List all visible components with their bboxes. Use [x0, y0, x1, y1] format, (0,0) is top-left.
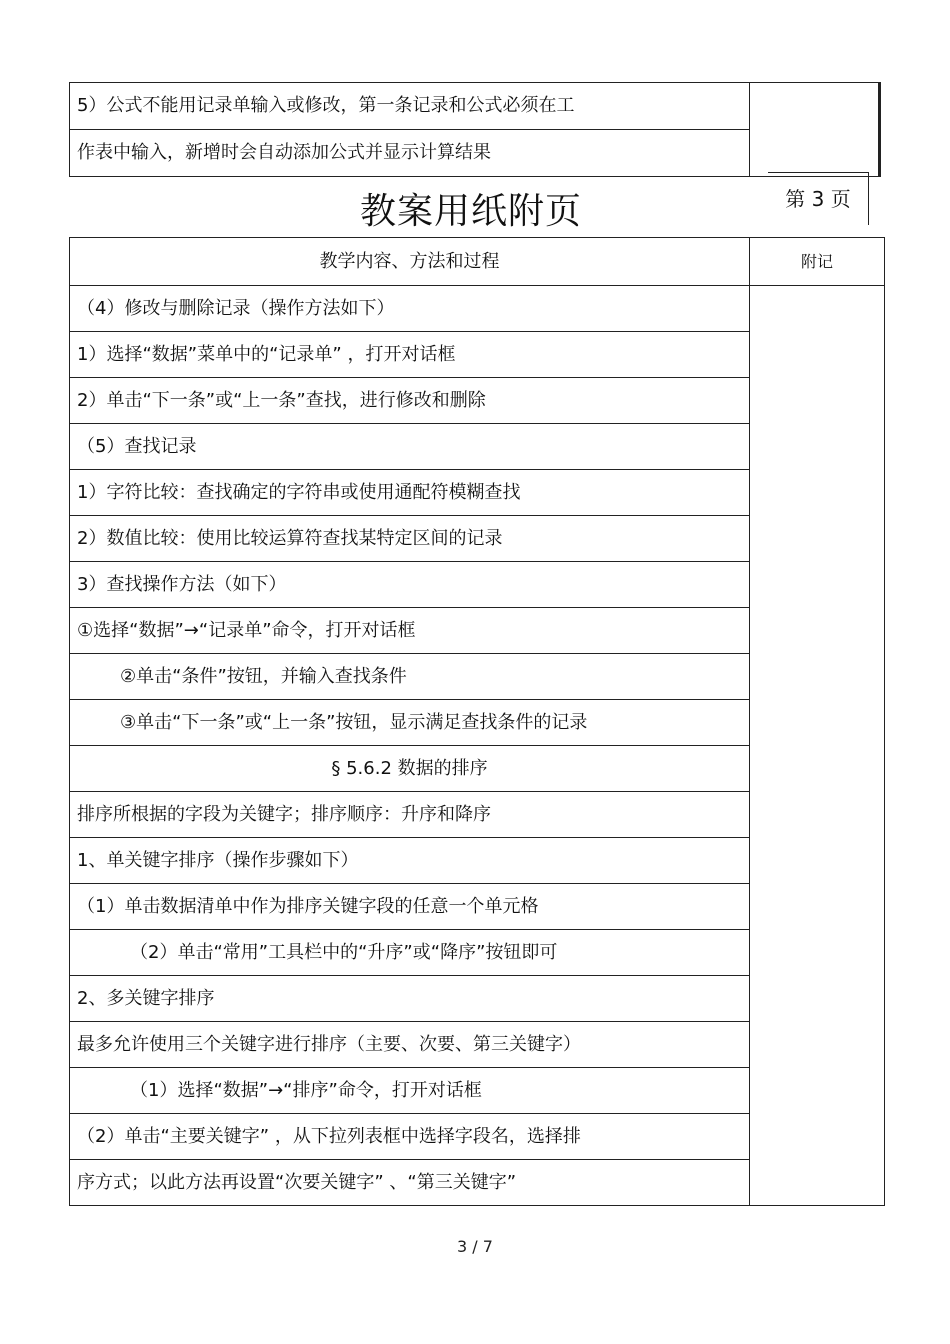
content-row: （4）修改与删除记录（操作方法如下）	[70, 286, 750, 332]
page-footer: 3 / 7	[457, 1237, 493, 1256]
section-heading: § 5.6.2 数据的排序	[70, 746, 750, 792]
content-row: ②单击“条件”按钮，并输入查找条件	[70, 654, 750, 700]
top-continuation-table	[69, 82, 881, 177]
content-row: （2）单击“常用”工具栏中的“升序”或“降序”按钮即可	[70, 930, 750, 976]
content-row: ③单击“下一条”或“上一条”按钮，显示满足查找条件的记录	[70, 700, 750, 746]
content-row: （5）查找记录	[70, 424, 750, 470]
top-note-cell	[750, 83, 880, 177]
top-row-1: 5）公式不能用记录单输入或修改，第一条记录和公式必须在工	[70, 83, 750, 130]
content-row: （1）选择“数据”→“排序”命令，打开对话框	[70, 1068, 750, 1114]
header-note: 附记	[750, 238, 885, 286]
content-row: 1、单关键字排序（操作步骤如下）	[70, 838, 750, 884]
content-row: （1）单击数据清单中作为排序关键字段的任意一个单元格	[70, 884, 750, 930]
content-row: 最多允许使用三个关键字进行排序（主要、次要、第三关键字）	[70, 1022, 750, 1068]
note-column	[750, 286, 885, 1206]
content-row: 2）单击“下一条”或“上一条”查找，进行修改和删除	[70, 378, 750, 424]
content-row: （2）单击“主要关键字” ，从下拉列表框中选择字段名，选择排	[70, 1114, 750, 1160]
content-row: ①选择“数据”→“记录单”命令，打开对话框	[70, 608, 750, 654]
page-number-label: 第 3 页	[768, 172, 869, 225]
header-content: 教学内容、方法和过程	[70, 238, 750, 286]
content-row: 1）选择“数据”菜单中的“记录单” ，打开对话框	[70, 332, 750, 378]
content-row: 2、多关键字排序	[70, 976, 750, 1022]
content-row: 序方式；以此方法再设置“次要关键字” 、“第三关键字”	[70, 1160, 750, 1206]
content-row: 3）查找操作方法（如下）	[70, 562, 750, 608]
content-row: 1）字符比较：查找确定的字符串或使用通配符模糊查找	[70, 470, 750, 516]
lesson-content-table	[69, 237, 885, 1206]
content-row: 2）数值比较：使用比较运算符查找某特定区间的记录	[70, 516, 750, 562]
content-row: 排序所根据的字段为关键字；排序顺序：升序和降序	[70, 792, 750, 838]
page-title: 教案用纸附页	[360, 191, 583, 232]
top-row-2: 作表中输入，新增时会自动添加公式并显示计算结果	[70, 130, 750, 177]
